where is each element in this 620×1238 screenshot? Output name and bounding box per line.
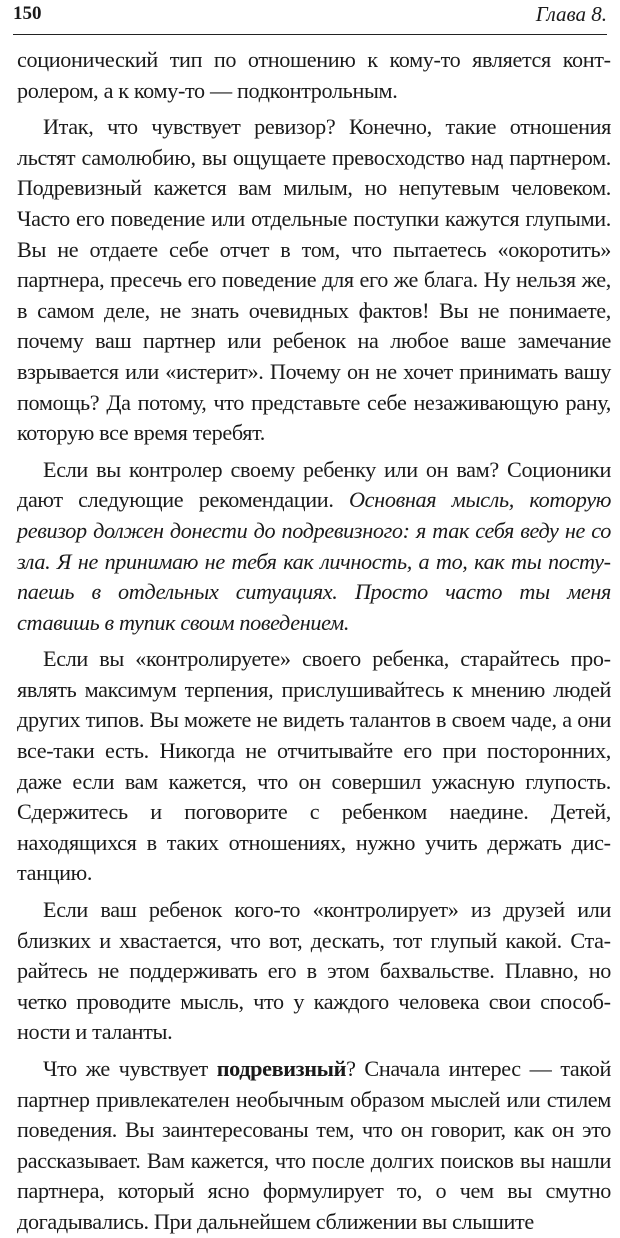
body-text <box>17 45 611 1238</box>
subrevised-intro: Что же чувствует <box>43 1056 217 1081</box>
paragraph-continued: соционический тип по отношению к кому-то является контролером, а к кому-то — подконтрольным. <box>17 47 611 103</box>
page-number: 150 <box>13 3 42 24</box>
paragraph-controlling-child: Если вы «контролируете» своего ребенка, старайтесь проявлять максимум терпения, прислушивайтесь к мнению людей других типов. Вы можете не видеть талантов в своем чаде, а они все-таки есть. Никогда не отчитывайте его при посторонних, даже если вам кажется, что он совершил ужасную глупость. Сдержитесь и поговорите с ребенком наедине. Детей, находящихся в таких отношениях, нужно учить держать дистанцию. <box>17 646 611 886</box>
paragraph-child-controls-others: Если ваш ребенок кого-то «контролирует» из друзей или близких и хвастается, что вот, дескать, тот глупый какой. Старайтесь не поддерживать его в этом бахвальстве. Плавно, но четко проводите мысль, что у каждого человека свои способности и таланты. <box>17 897 611 1045</box>
paragraph-subrevised-feelings <box>17 1054 611 1238</box>
subrevised-term: подревизный <box>216 1056 347 1081</box>
recommendations-italic-quote: Основная мысль, которую ревизор должен донести до подревизного: я так себя веду не со зла. Я не принимаю не тебя как личность, а то, как ты поступаешь в отдельных ситуациях. Просто часто ты меня ставишь в тупик своим поведением. <box>17 487 611 635</box>
recommendations-intro: Если вы контролер своему ребенку или он вам? Соционики дают следующие рекомендации. <box>17 456 611 513</box>
paragraph-recommendations <box>17 455 611 639</box>
subrevised-rest: ? Сначала интерес — такой партнер привлекателен необычным образом мыслей или стилем поведения. Вы заинтересованы тем, что он говорит, как он это рассказывает. Вам кажется, что после долгих поисков вы нашли партнера, который ясно формулирует то, о чем вы смутно догадывались. При дальнейшем сближении вы слышите <box>17 1056 612 1234</box>
running-title: Глава 8. <box>535 2 607 26</box>
page-header <box>13 0 607 35</box>
paragraph-reviser-feelings: Итак, что чувствует ревизор? Конечно, такие отношения льстят самолюбию, вы ощущаете превосходство над партнером. Подревизный кажется вам милым, но непутевым человеком. Часто его поведение или отдельные поступки кажутся глупыми. Вы не отдаете себе отчет в том, что пытаетесь «окоротить» партнера, пресечь его поведение для его же блага. Ну нельзя же, в самом деле, не знать очевидных фактов! Вы не понимаете, почему ваш партнер или ребенок на любое ваше замечание взрывается или «истерит». Почему он не хочет принимать вашу помощь? Да потому, что представьте себе незаживающую рану, которую все время теребят. <box>17 114 611 446</box>
